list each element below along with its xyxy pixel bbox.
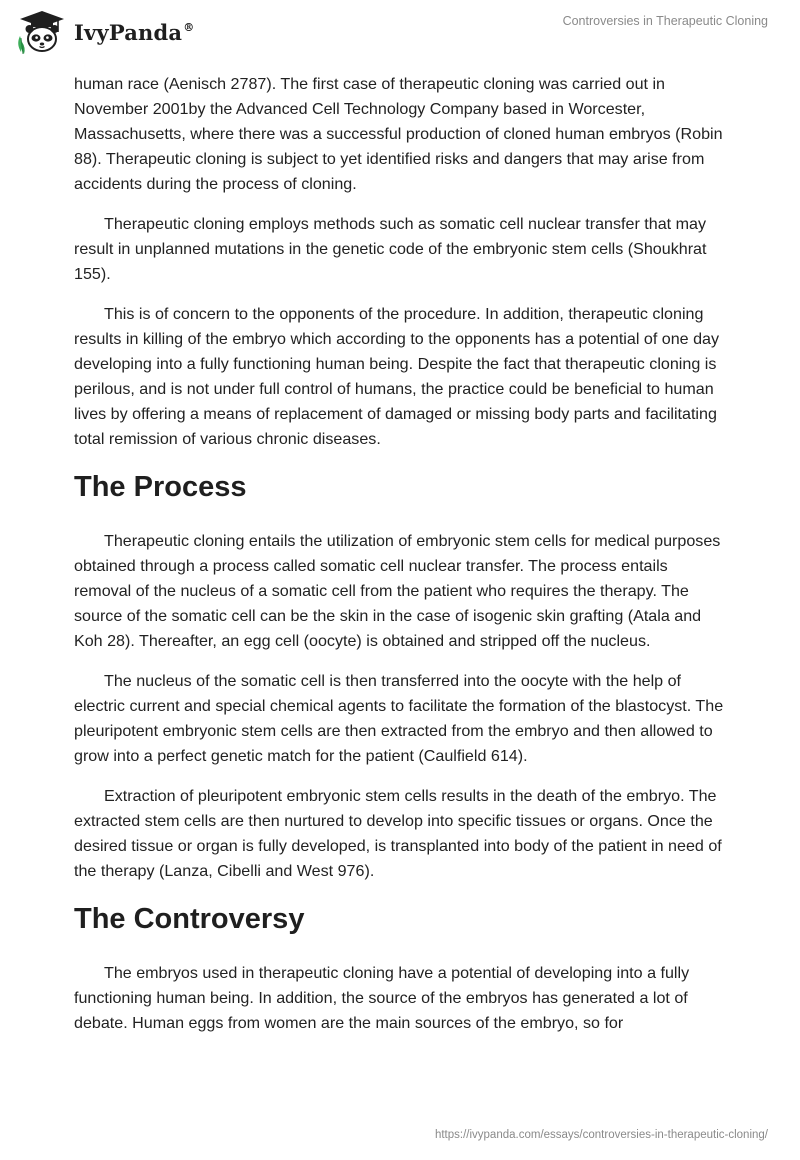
page-header <box>0 0 800 62</box>
heading-the-controversy: The Controversy <box>74 903 305 935</box>
source-url[interactable]: https://ivypanda.com/essays/controversies-in-therapeutic-cloning/ <box>434 1129 768 1141</box>
heading-the-process: The Process <box>74 471 247 503</box>
paragraph-process-2: The nucleus of the somatic cell is then transferred into the oocyte with the help of electric current and special chemical agents to facilitate the formation of the blastocyst. The pleuripotent embryonic stem cells are then extracted from the embryo and then allowed to grow into a perfect genetic match for the patient (Caulfield 614). <box>74 672 724 765</box>
panda-graduate-icon <box>14 8 70 56</box>
essay-content <box>74 72 724 1051</box>
document-title: Controversies in Therapeutic Cloning <box>562 14 768 28</box>
paragraph-intro-2: Therapeutic cloning employs methods such as somatic cell nuclear transfer that may result in unplanned mutations in the genetic code of the embryonic stem cells (Shoukhrat 155). <box>74 215 707 283</box>
paragraph-intro-3: This is of concern to the opponents of the procedure. In addition, therapeutic cloning results in killing of the embryo which according to the opponents has a potential of one day developing into a fully functioning human being. Despite the fact that therapeutic cloning is perilous, and is not under full control of humans, the practice could be beneficial to human lives by offering a means of replacement of damaged or missing body parts and facilitating total remission of various chronic diseases. <box>74 305 720 448</box>
paragraph-intro-1: human race (Aenisch 2787). The first case of therapeutic cloning was carried out in November 2001by the Advanced Cell Technology Company based in Worcester, Massachusetts, where there was a successful production of cloned human embryos (Robin 88). Therapeutic cloning is subject to yet identified risks and dangers that may arise from accidents during the process of cloning. <box>74 75 723 193</box>
brand-name <box>74 20 194 45</box>
registered-mark: ® <box>183 20 195 34</box>
ivypanda-logo[interactable] <box>14 8 194 56</box>
paragraph-controversy-1: The embryos used in therapeutic cloning have a potential of developing into a fully functioning human being. In addition, the source of the embryos has generated a lot of debate. Human eggs from women are the main sources of the embryo, so for <box>74 964 690 1032</box>
paragraph-process-1: Therapeutic cloning entails the utilization of embryonic stem cells for medical purposes obtained through a process called somatic cell nuclear transfer. The process entails removal of the nucleus of a somatic cell from the patient who requires the therapy. The source of the somatic cell can be the skin in the case of isogenic skin grafting (Atala and Koh 28). Thereafter, an egg cell (oocyte) is obtained and stripped off the nucleus. <box>74 532 721 650</box>
brand-name-text: IvyPanda <box>74 19 183 45</box>
paragraph-process-3: Extraction of pleuripotent embryonic stem cells results in the death of the embryo. The extracted stem cells are then nurtured to develop into specific tissues or organs. Once the desired tissue or organ is fully developed, is transplanted into body of the patient in need of the therapy (Lanza, Cibelli and West 976). <box>74 787 722 880</box>
